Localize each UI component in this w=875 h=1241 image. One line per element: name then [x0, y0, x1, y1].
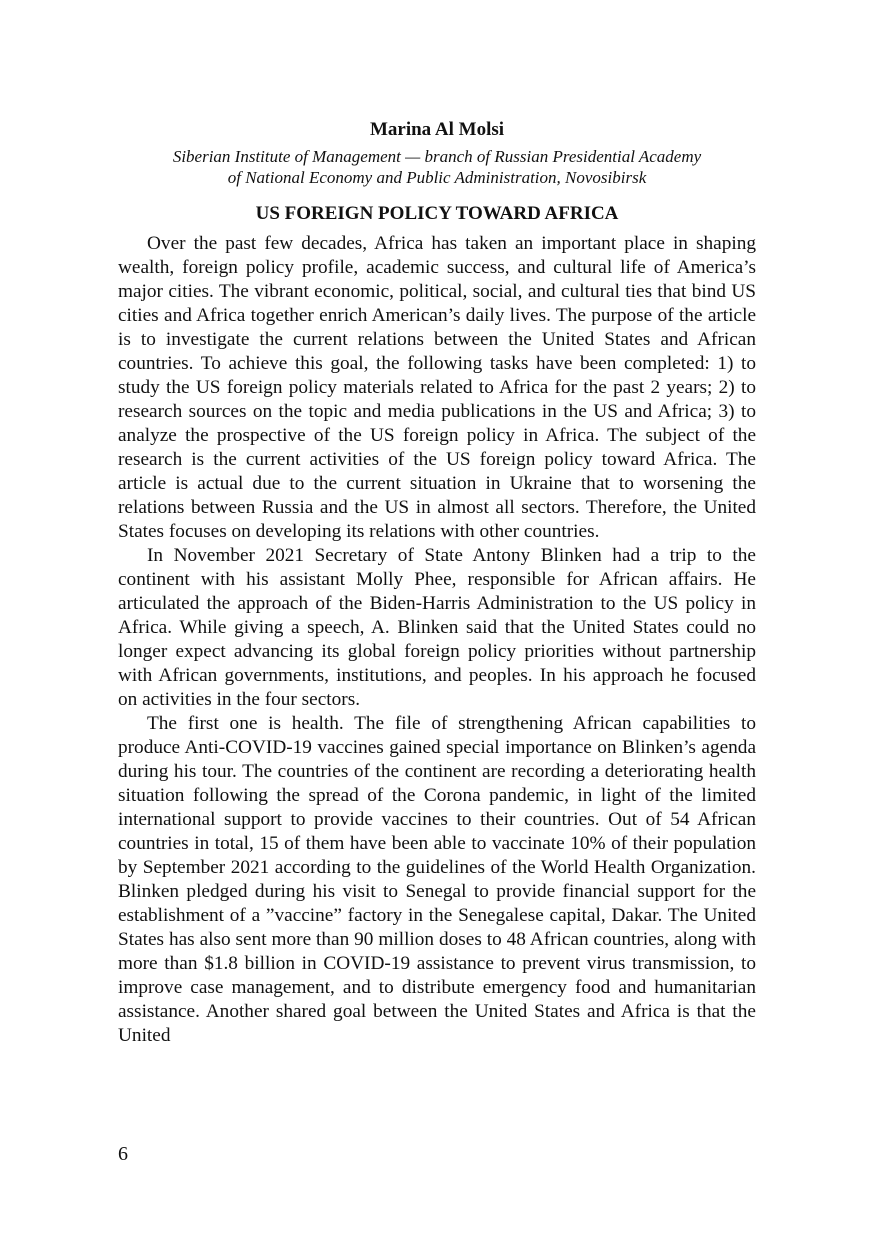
page-number: 6 [118, 1143, 128, 1165]
author-affiliation [118, 146, 756, 188]
author-name: Marina Al Molsi [369, 119, 505, 140]
paragraph-1: Over the past few decades, Africa has taken an important place in shaping wealth, foreign policy profile, academic success, and cultural life of America’s major cities. The vibrant economic, political, social, and cultural ties that bind US cities and Africa together enrich American’s daily lives. The purpose of the article is to investigate the current relations between the United States and African countries. To achieve this goal, the following tasks have been completed: 1) to study the US foreign policy materials related to Africa for the past 2 years; 2) to research sources on the topic and media publications in the US and Africa; 3) to analyze the prospective of the US foreign policy in Africa. The subject of the research is the current activities of the US foreign policy toward Africa. The article is actual due to the current situation in Ukraine that to worsening the relations between Russia and the US in almost all sectors. Therefore, the United States focuses on developing its relations with other countries. [118, 233, 756, 542]
affiliation-line-2: of National Economy and Public Administration, Novosibirsk [227, 168, 647, 187]
article-title: US FOREIGN POLICY TOWARD AFRICA [255, 203, 619, 224]
page-content [118, 118, 756, 1048]
paragraph-3: The first one is health. The file of strengthening African capabilities to produce Anti-COVID-19 vaccines gained special importance on Blinken’s agenda during his tour. The countries of the continent are recording a deteriorating health situation following the spread of the Corona pandemic, in light of the limited international support to provide vaccines to their countries. Out of 54 African countries in total, 15 of them have been able to vaccinate 10% of their population by September 2021 according to the guidelines of the World Health Organization. Blinken pledged during his visit to Senegal to provide financial support for the establishment of a ”vaccine” factory in the Senegalese capital, Dakar. The United States has also sent more than 90 million doses to 48 African countries, along with more than $1.8 billion in COVID-19 assistance to prevent virus transmission, to improve case management, and to distribute emergency food and humanitarian assistance. Another shared goal between the United States and Africa is that the United [118, 713, 756, 1046]
affiliation-line-1: Siberian Institute of Management — branch of Russian Presidential Academy [172, 147, 702, 166]
paragraph-2: In November 2021 Secretary of State Antony Blinken had a trip to the continent with his assistant Molly Phee, responsible for African affairs. He articulated the approach of the Biden-Harris Administration to the US policy in Africa. While giving a speech, A. Blinken said that the United States could no longer expect advancing its global foreign policy priorities without partnership with African governments, institutions, and peoples. In his approach he focused on activities in the four sectors. [118, 545, 756, 710]
